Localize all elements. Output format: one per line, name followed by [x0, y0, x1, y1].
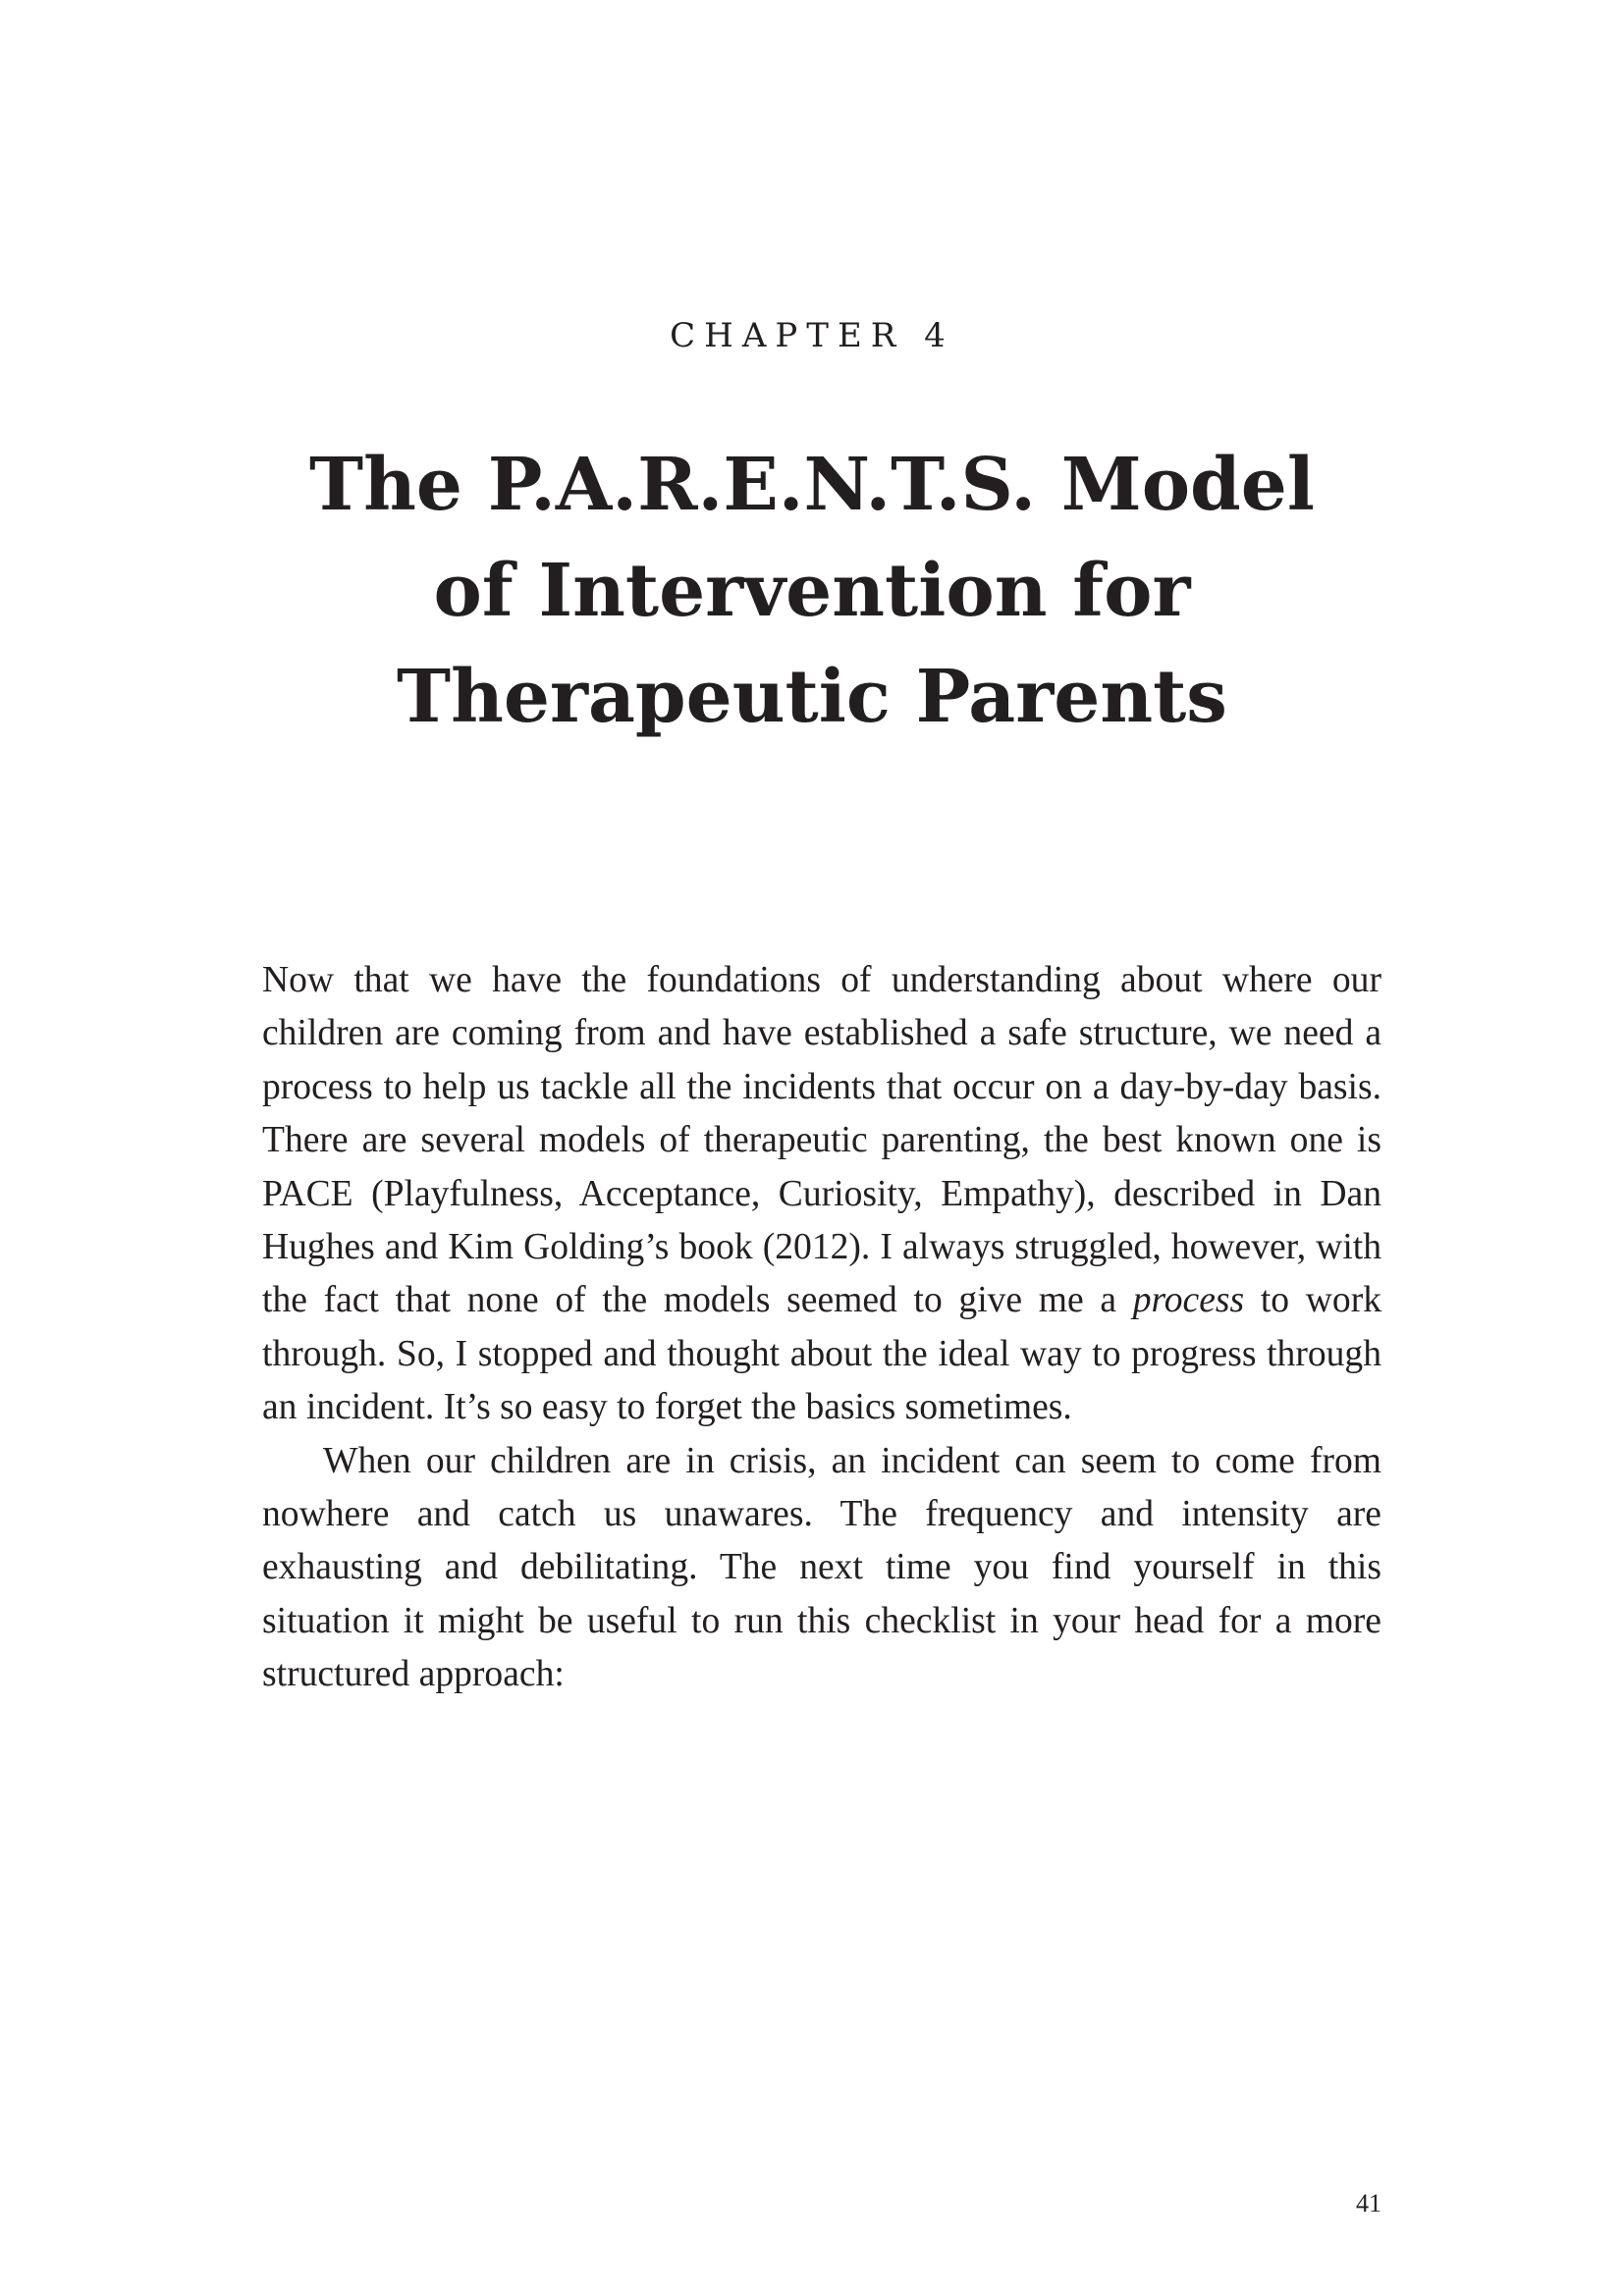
chapter-title	[223, 432, 1401, 750]
paragraph-1-text-end: to work through. So, I stopped and thought about the ideal way to progress through an incident. It’s so easy to forget the basics sometimes.	[262, 1280, 1381, 1428]
paragraph-2: When our children are in crisis, an incident can seem to come from nowhere and catch us unawares. The frequency and intensity are exhausting and debilitating. The next time you find yourself in this situation it might be useful to run this checklist in your head for a more structured approach:	[262, 1440, 1381, 1695]
paragraph-1	[262, 954, 1381, 1435]
chapter-title-line-2: of Intervention for	[433, 549, 1191, 633]
page-number: 41	[1356, 2189, 1381, 2217]
chapter-label: CHAPTER 4	[670, 316, 954, 355]
chapter-title-line-1: The P.A.R.E.N.T.S. Model	[309, 443, 1315, 527]
paragraph-1-text-start: Now that we have the foundations of understanding about where our children are coming from and have established a safe structure, we need a process to help us tackle all the incidents that occur on a day-by-day basis. There are several models of therapeutic parenting, the best known one is PACE (Playfulness, Acceptance, Curiosity, Empathy), described in Dan Hughes and Kim Golding’s book (2012). I always struggled, however, with the fact that none of the models seemed to give me a	[262, 960, 1381, 1321]
body-text	[262, 954, 1381, 1702]
chapter-title-line-3: Therapeutic Parents	[397, 655, 1227, 739]
paragraph-1-emphasis: process	[1132, 1280, 1245, 1321]
